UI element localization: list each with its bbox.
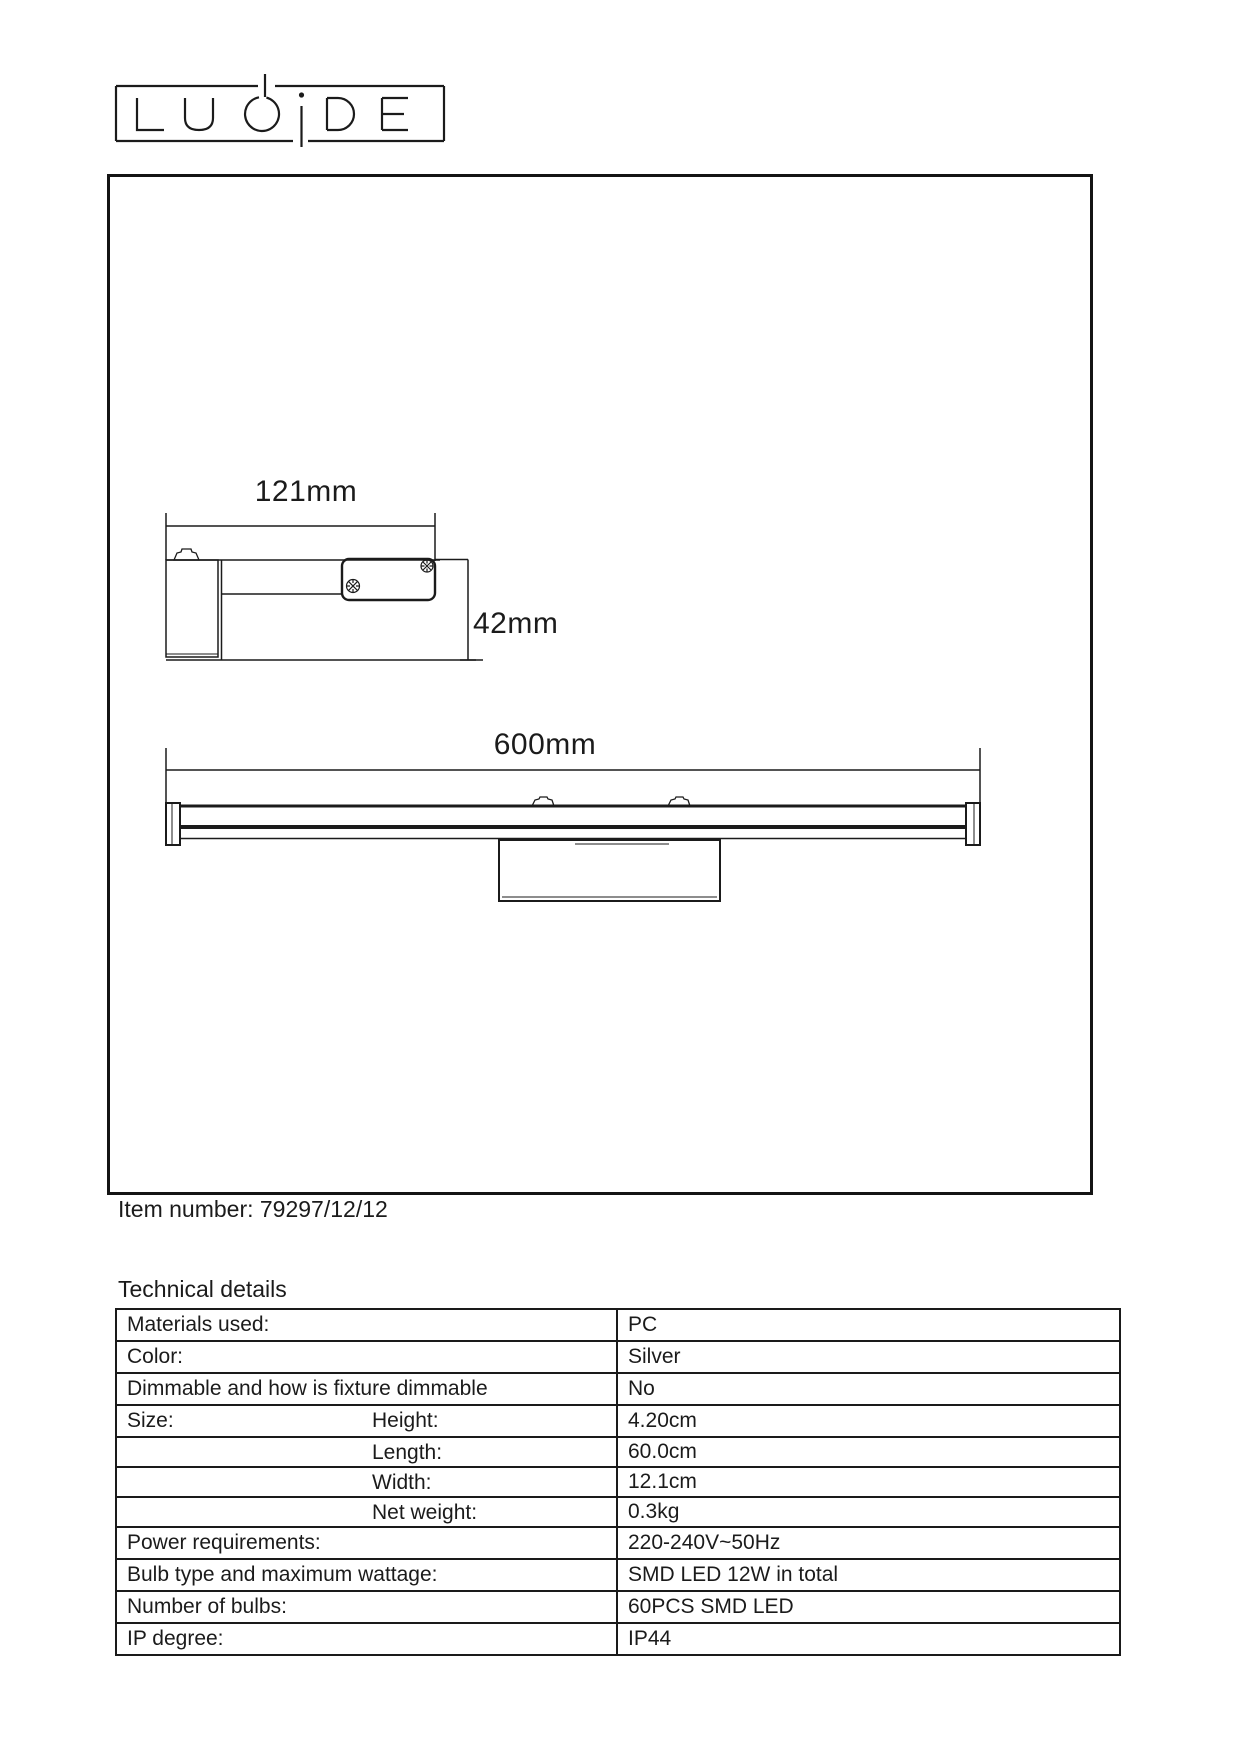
logo-letter-u	[185, 98, 213, 130]
spec-value: 12.1cm	[617, 1467, 1120, 1497]
spec-sublabel: Height:	[372, 1409, 439, 1432]
spec-value: PC	[617, 1309, 1120, 1341]
table-row	[116, 1527, 1120, 1559]
logo-letter-c	[245, 97, 279, 131]
spec-value: No	[617, 1373, 1120, 1405]
table-row	[116, 1437, 1120, 1467]
spec-label: Power requirements:	[127, 1531, 321, 1554]
spec-sublabel: Width:	[372, 1471, 432, 1494]
spec-value: 4.20cm	[617, 1405, 1120, 1437]
table-row	[116, 1497, 1120, 1527]
table-row	[116, 1467, 1120, 1497]
spec-value: SMD LED 12W in total	[617, 1559, 1120, 1591]
item-number: Item number: 79297/12/12	[118, 1196, 388, 1222]
spec-value: 60.0cm	[617, 1437, 1120, 1467]
logo-letter-i-dot	[299, 92, 304, 97]
technical-drawing-frame	[107, 174, 1093, 1195]
dimension-label-length: 600mm	[493, 728, 597, 761]
dimension-label-height: 42mm	[473, 607, 559, 640]
dimension-label-width: 121mm	[254, 475, 358, 508]
spec-value: Silver	[617, 1341, 1120, 1373]
spec-sublabel: Net weight:	[372, 1501, 478, 1524]
logo-letter-d	[327, 98, 354, 130]
spec-value: IP44	[617, 1623, 1120, 1655]
technical-details-heading: Technical details	[118, 1276, 287, 1302]
screw-icon	[421, 560, 433, 572]
spec-label: Materials used:	[127, 1313, 270, 1336]
spec-value: 0.3kg	[617, 1497, 1120, 1527]
spec-label: Bulb type and maximum wattage:	[127, 1563, 438, 1586]
screw-icon	[347, 580, 360, 593]
table-row	[116, 1559, 1120, 1591]
table-row	[116, 1373, 1120, 1405]
end-cap-right	[966, 803, 980, 845]
wall-mount-box	[499, 840, 720, 901]
lucide-logo	[112, 68, 452, 153]
spec-sublabel: Length:	[372, 1441, 443, 1464]
side-view	[166, 513, 483, 660]
spec-label: Color:	[127, 1345, 184, 1368]
spec-label: IP degree:	[127, 1627, 224, 1650]
table-row	[116, 1405, 1120, 1437]
spec-label: Number of bulbs:	[127, 1595, 287, 1618]
spec-table	[115, 1308, 1121, 1656]
table-row	[116, 1623, 1120, 1655]
spec-value: 60PCS SMD LED	[617, 1591, 1120, 1623]
technical-drawing	[110, 177, 1090, 1192]
end-cap-left	[166, 803, 180, 845]
spec-value: 220-240V~50Hz	[617, 1527, 1120, 1559]
logo-letter-e	[382, 98, 408, 130]
screw-bump-side	[174, 549, 199, 560]
table-row	[116, 1591, 1120, 1623]
table-row	[116, 1309, 1120, 1341]
spec-label: Size:	[127, 1409, 174, 1432]
front-view	[166, 748, 980, 901]
table-row	[116, 1341, 1120, 1373]
spec-label: Dimmable and how is fixture dimmable	[127, 1377, 488, 1400]
logo-letter-l	[137, 98, 164, 130]
